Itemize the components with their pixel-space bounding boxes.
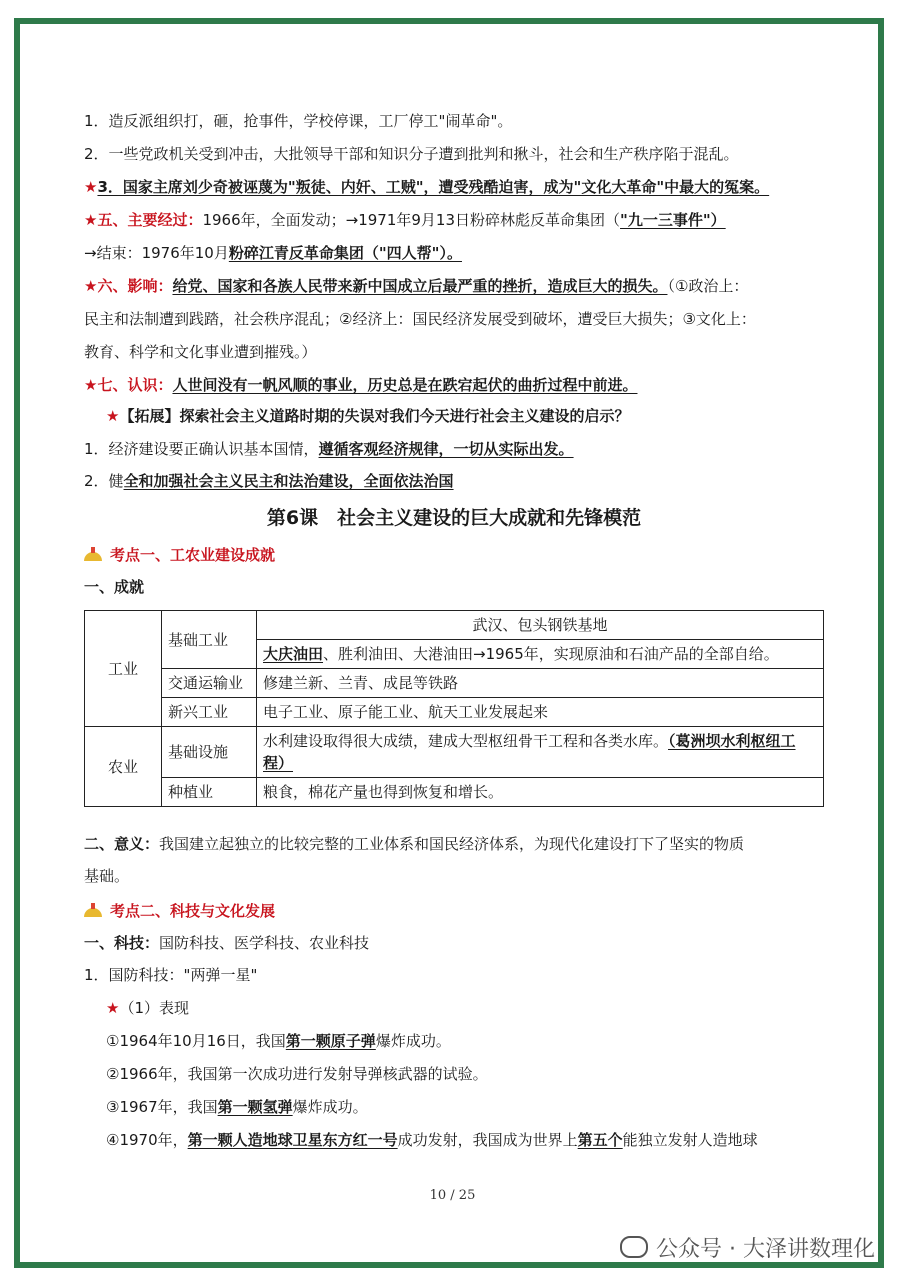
text-line: ★（1）表现 — [106, 999, 189, 1017]
table-cell: 种植业 — [162, 778, 257, 807]
kaodian-heading: 考点二、科技与文化发展 — [84, 900, 275, 921]
wechat-icon — [620, 1236, 648, 1258]
table-cell: 新兴工业 — [162, 698, 257, 727]
text-line: 2．一些党政机关受到冲击，大批领导干部和知识分子遭到批判和揪斗，社会和生产秩序陷于混乱。 — [84, 145, 739, 163]
star-icon: ★ — [84, 211, 98, 229]
text-line: 2．健全和加强社会主义民主和法治建设，全面依法治国 — [84, 472, 454, 490]
text-line: 1．造反派组织打，砸，抢事件，学校停课，工厂停工"闹革命"。 — [84, 112, 513, 130]
text-line: 民主和法制遭到践踏，社会秩序混乱；②经济上：国民经济发展受到破坏，遭受巨大损失；③文化上： — [84, 310, 756, 328]
table-cell: 基础工业 — [162, 611, 257, 669]
achievement-table — [84, 610, 824, 807]
table-cell: 电子工业、原子能工业、航天工业发展起来 — [257, 698, 824, 727]
watermark: 公众号 · 大泽讲数理化 — [620, 1232, 875, 1263]
star-icon: ★ — [84, 178, 98, 196]
table-cell: 基础设施 — [162, 727, 257, 778]
table-cell: 工业 — [85, 611, 162, 727]
table-cell: 大庆油田、胜利油田、大港油田→1965年，实现原油和石油产品的全部自给。 — [257, 640, 824, 669]
kaodian-heading: 考点一、工农业建设成就 — [84, 544, 275, 565]
text-line: ★六、影响：给党、国家和各族人民带来新中国成立后最严重的挫折，造成巨大的损失。（①政治上： — [84, 277, 749, 295]
text-line: 一、科技：国防科技、医学科技、农业科技 — [84, 934, 370, 952]
text-line: ③1967年，我国第一颗氢弹爆炸成功。 — [106, 1098, 368, 1116]
star-icon: ★ — [106, 999, 120, 1017]
text-line: 教育、科学和文化事业遭到摧残。） — [84, 343, 317, 361]
crown-icon — [84, 547, 102, 561]
star-icon: ★ — [84, 376, 98, 394]
text-line: ★七、认识：人世间没有一帆风顺的事业，历史总是在跌宕起伏的曲折过程中前进。 — [84, 376, 638, 394]
text-line: 1．经济建设要正确认识基本国情，遵循客观经济规律，一切从实际出发。 — [84, 440, 574, 458]
table-cell: 粮食，棉花产量也得到恢复和增长。 — [257, 778, 824, 807]
section-heading: 一、成就 — [84, 578, 145, 596]
table-cell: 农业 — [85, 727, 162, 807]
text-line: 1．国防科技："两弹一星" — [84, 966, 258, 984]
text-line: 基础。 — [84, 867, 130, 885]
table-cell: 修建兰新、兰青、成昆等铁路 — [257, 669, 824, 698]
star-icon: ★ — [106, 407, 120, 425]
star-icon: ★ — [84, 277, 98, 295]
table-cell: 武汉、包头钢铁基地 — [257, 611, 824, 640]
text-line: ④1970年，第一颗人造地球卫星东方红一号成功发射，我国成为世界上第五个能独立发射人造地球 — [106, 1131, 758, 1149]
text-line: 二、意义：我国建立起独立的比较完整的工业体系和国民经济体系，为现代化建设打下了坚实的物质 — [84, 835, 745, 853]
crown-icon — [84, 903, 102, 917]
lesson-title: 第6课 社会主义建设的巨大成就和先锋模范 — [266, 507, 642, 529]
table-cell: 水利建设取得很大成绩，建成大型枢纽骨干工程和各类水库。（葛洲坝水利枢纽工程） — [257, 727, 824, 778]
table-cell: 交通运输业 — [162, 669, 257, 698]
text-line: ★3．国家主席刘少奇被诬蔑为"叛徒、内奸、工贼"，遭受残酷迫害，成为"文化大革命"中最大的冤案。 — [84, 178, 770, 196]
extension-question: ★【拓展】探索社会主义道路时期的失误对我们今天进行社会主义建设的启示？ — [106, 407, 630, 425]
text-line: →结束：1976年10月粉碎江青反革命集团（"四人帮"）。 — [84, 244, 462, 262]
text-line: ★五、主要经过：1966年，全面发动；→1971年9月13日粉碎林彪反革命集团（"九一三事件"） — [84, 211, 726, 229]
text-line: ①1964年10月16日，我国第一颗原子弹爆炸成功。 — [106, 1032, 451, 1050]
text-line: ②1966年，我国第一次成功进行发射导弹核武器的试验。 — [106, 1065, 488, 1083]
page-number: 10 / 25 — [429, 1188, 476, 1203]
